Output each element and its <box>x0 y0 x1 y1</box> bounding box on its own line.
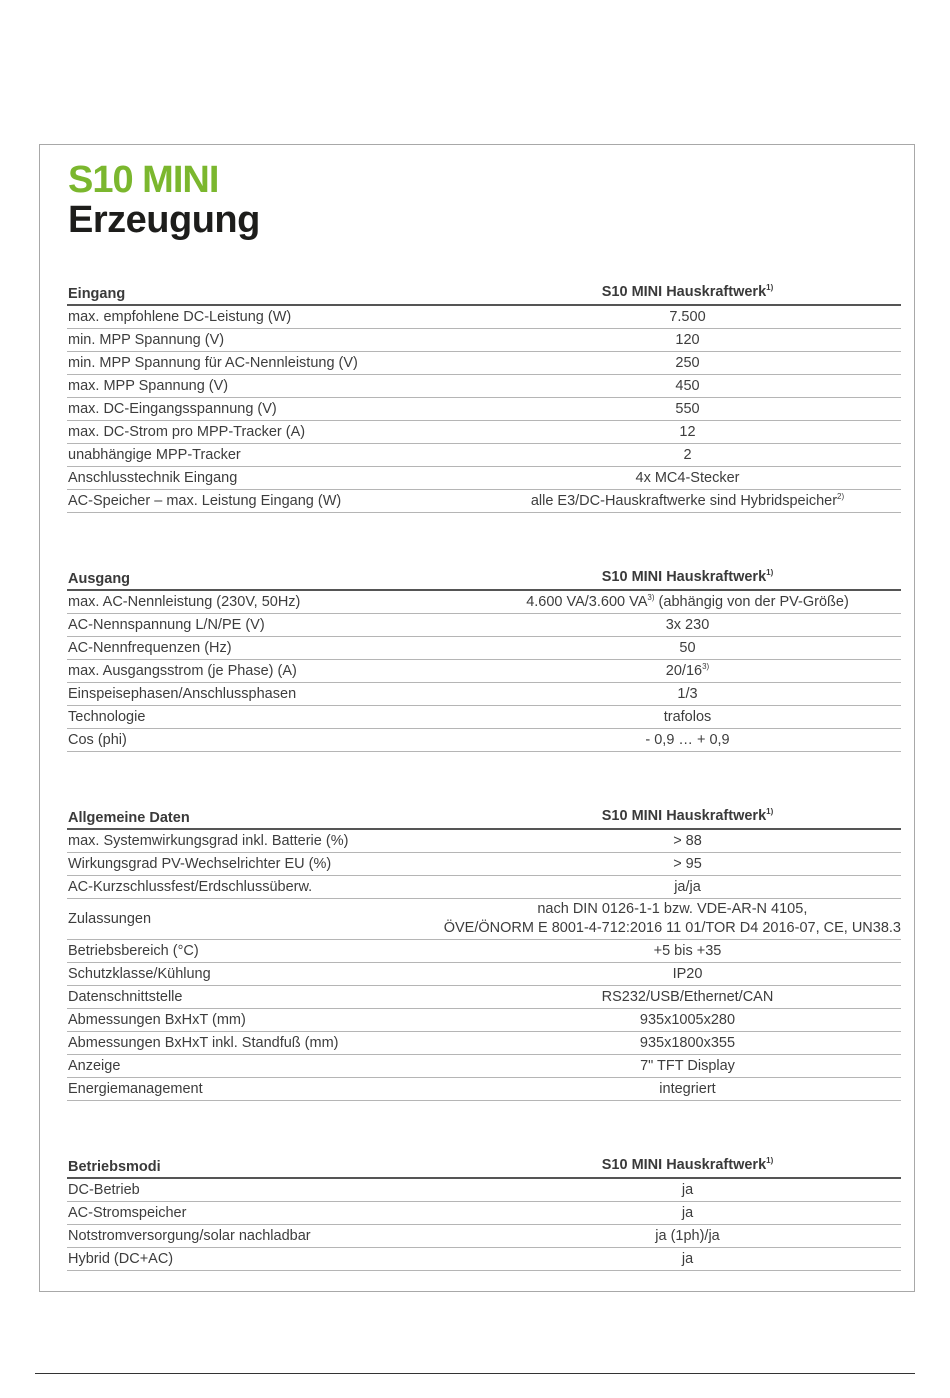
row-label: Betriebsbereich (°C) <box>68 943 199 959</box>
row-value: ja <box>681 1204 694 1221</box>
row-label: max. empfohlene DC-Leistung (W) <box>68 309 292 325</box>
product-title: S10 MINI <box>68 159 219 201</box>
table-row <box>67 1248 901 1271</box>
row-label: min. MPP Spannung (V) <box>68 332 225 348</box>
table-row <box>67 306 901 329</box>
column-header: S10 MINI Hauskraftwerk$^{1)}$ <box>601 1156 774 1173</box>
column-header: S10 MINI Hauskraftwerk$^{1)}$ <box>601 283 774 300</box>
table-row <box>67 729 901 752</box>
row-value-cell <box>468 492 901 511</box>
row-value: > 95 <box>673 855 702 872</box>
footnote-marker: 1) <box>766 283 774 293</box>
section-title: Eingang <box>68 286 126 302</box>
footnote-marker: 1) <box>766 568 774 578</box>
table-row <box>67 637 901 660</box>
table-row <box>67 706 901 729</box>
row-value: 935x1800x355 <box>639 1034 736 1051</box>
row-value-cell <box>468 708 901 727</box>
footnote-marker: 1) <box>766 807 774 817</box>
row-label: AC-Stromspeicher <box>68 1205 187 1221</box>
row-value-cell <box>468 1250 901 1269</box>
row-value-cell <box>468 1181 901 1200</box>
row-label: max. AC-Nennleistung (230V, 50Hz) <box>68 594 301 610</box>
row-value-cell <box>468 331 901 350</box>
row-value: 4.600 VA/3.600 VA <box>526 593 648 610</box>
table-row <box>67 1202 901 1225</box>
table-row <box>67 614 901 637</box>
row-label: max. Systemwirkungsgrad inkl. Batterie (%) <box>68 833 349 849</box>
table-row <box>67 591 901 614</box>
spec-table-ausgang <box>67 565 901 752</box>
row-value: 50 <box>679 639 696 656</box>
row-value-cell <box>438 900 901 938</box>
table-row <box>67 986 901 1009</box>
table-row <box>67 398 901 421</box>
row-value-cell <box>468 593 901 612</box>
row-value: 120 <box>675 331 700 348</box>
row-value-cell <box>468 1080 901 1099</box>
row-label: Anzeige <box>68 1058 121 1074</box>
row-value: nach DIN 0126-1-1 bzw. VDE-AR-N 4105, <box>537 901 808 917</box>
section-title: Ausgang <box>68 571 131 587</box>
row-label: Technologie <box>68 709 146 725</box>
row-value: 250 <box>675 354 700 371</box>
row-label: Einspeisephasen/Anschlussphasen <box>68 686 297 702</box>
row-label: max. MPP Spannung (V) <box>68 378 229 394</box>
table-row <box>67 375 901 398</box>
row-value-cell <box>468 616 901 635</box>
row-value-cell <box>468 878 901 897</box>
row-value-cell <box>468 308 901 327</box>
table-row <box>67 830 901 853</box>
table-row <box>67 352 901 375</box>
row-value-cell <box>468 423 901 442</box>
section-title: Betriebsmodi <box>68 1159 161 1175</box>
row-label: Energiemanagement <box>68 1081 203 1097</box>
table-row <box>67 490 901 513</box>
table-row <box>67 421 901 444</box>
row-value: > 88 <box>673 832 702 849</box>
table-row <box>67 876 901 899</box>
table-row <box>67 1055 901 1078</box>
row-value-cell <box>468 1204 901 1223</box>
row-label: min. MPP Spannung für AC-Nennleistung (V) <box>68 355 358 371</box>
column-header: S10 MINI Hauskraftwerk$^{1)}$ <box>601 807 774 824</box>
row-label: AC-Kurzschlussfest/Erdschlussüberw. <box>68 879 313 895</box>
row-value-cell <box>468 377 901 396</box>
row-value: 2 <box>683 446 692 463</box>
row-value-cell <box>468 832 901 851</box>
row-label: max. Ausgangsstrom (je Phase) (A) <box>68 663 297 679</box>
row-value-cell <box>468 446 901 465</box>
row-value-cell <box>468 1057 901 1076</box>
table-header <box>67 1153 901 1179</box>
row-value: 7" TFT Display <box>640 1057 735 1074</box>
table-row <box>67 444 901 467</box>
row-value-cell <box>468 662 901 681</box>
row-value-cell <box>468 855 901 874</box>
row-label: Anschlusstechnik Eingang <box>68 470 238 486</box>
row-value: 550 <box>675 400 700 417</box>
page-subtitle: Erzeugung <box>68 199 260 241</box>
row-value: ja (1ph)/ja <box>655 1227 720 1244</box>
table-row <box>67 899 901 940</box>
row-value: - 0,9 … + 0,9 <box>645 731 730 748</box>
footnote-marker: 2) <box>837 491 845 501</box>
row-label: Zulassungen <box>68 911 152 927</box>
row-label: Hybrid (DC+AC) <box>68 1251 174 1267</box>
table-row <box>67 1078 901 1101</box>
table-row <box>67 1179 901 1202</box>
spec-table-betriebsmodi <box>67 1153 901 1271</box>
table-header <box>67 565 901 591</box>
column-header: S10 MINI Hauskraftwerk$^{1)}$ <box>601 568 774 585</box>
row-value: 4x MC4-Stecker <box>635 469 740 486</box>
row-label: max. DC-Strom pro MPP-Tracker (A) <box>68 424 306 440</box>
section-title: Allgemeine Daten <box>68 810 190 826</box>
footnote-marker: 1) <box>766 1156 774 1166</box>
row-value-cell <box>468 685 901 704</box>
row-value: ja/ja <box>674 878 701 895</box>
footer-rule <box>35 1373 915 1374</box>
row-value: RS232/USB/Ethernet/CAN <box>601 988 774 1005</box>
table-row <box>67 963 901 986</box>
table-row <box>67 1225 901 1248</box>
row-value-cell <box>468 400 901 419</box>
row-value-cell <box>468 1011 901 1030</box>
row-value-cell <box>468 988 901 1007</box>
row-value-cell <box>468 1227 901 1246</box>
spec-table-allgemeine-daten <box>67 804 901 1101</box>
footnote-marker: 3) <box>647 592 655 602</box>
table-row <box>67 683 901 706</box>
table-row <box>67 940 901 963</box>
table-row <box>67 853 901 876</box>
row-label: Cos (phi) <box>68 732 127 748</box>
row-label: Notstromversorgung/solar nachladbar <box>68 1228 311 1244</box>
row-value: alle E3/DC-Hauskraftwerke sind Hybridspeicher <box>530 492 838 509</box>
table-row <box>67 467 901 490</box>
row-value-tail: (abhängig von der PV-Größe) <box>654 593 849 610</box>
row-label: Abmessungen BxHxT (mm) <box>68 1012 246 1028</box>
row-value: integriert <box>659 1080 716 1097</box>
row-value-cell <box>468 942 901 961</box>
row-label: Wirkungsgrad PV-Wechselrichter EU (%) <box>68 856 332 872</box>
row-value-cell <box>468 965 901 984</box>
table-header <box>67 280 901 306</box>
row-value: 12 <box>679 423 696 440</box>
table-row <box>67 660 901 683</box>
row-value: trafolos <box>663 708 712 725</box>
row-label: AC-Nennspannung L/N/PE (V) <box>68 617 265 633</box>
row-label: AC-Speicher – max. Leistung Eingang (W) <box>68 493 342 509</box>
row-value: ja <box>681 1181 694 1198</box>
row-value: +5 bis +35 <box>653 942 722 959</box>
table-row <box>67 1009 901 1032</box>
row-label: max. DC-Eingangsspannung (V) <box>68 401 277 417</box>
row-value: 1/3 <box>677 685 698 702</box>
row-label: Datenschnittstelle <box>68 989 183 1005</box>
row-label: Abmessungen BxHxT inkl. Standfuß (mm) <box>68 1035 339 1051</box>
row-value: 935x1005x280 <box>639 1011 736 1028</box>
row-value-cell <box>468 731 901 750</box>
row-label: AC-Nennfrequenzen (Hz) <box>68 640 232 656</box>
row-value-line2: ÖVE/ÖNORM E 8001-4-712:2016 11 01/TOR D4 2016-07, CE, UN38.3 <box>443 920 901 936</box>
row-value: 7.500 <box>669 308 706 325</box>
table-header <box>67 804 901 830</box>
row-value: ja <box>681 1250 694 1267</box>
row-value-cell <box>468 354 901 373</box>
row-value: 20/16 <box>665 662 703 679</box>
table-row <box>67 1032 901 1055</box>
row-value: 3x 230 <box>665 616 710 633</box>
row-label: Schutzklasse/Kühlung <box>68 966 211 982</box>
footnote-marker: 3) <box>702 661 710 671</box>
row-value-cell <box>468 1034 901 1053</box>
table-row <box>67 329 901 352</box>
row-value-cell <box>468 469 901 488</box>
row-label: unabhängige MPP-Tracker <box>68 447 241 463</box>
row-value: IP20 <box>672 965 703 982</box>
row-label: DC-Betrieb <box>68 1182 140 1198</box>
spec-table-eingang <box>67 280 901 513</box>
row-value: 450 <box>675 377 700 394</box>
row-value-cell <box>468 639 901 658</box>
